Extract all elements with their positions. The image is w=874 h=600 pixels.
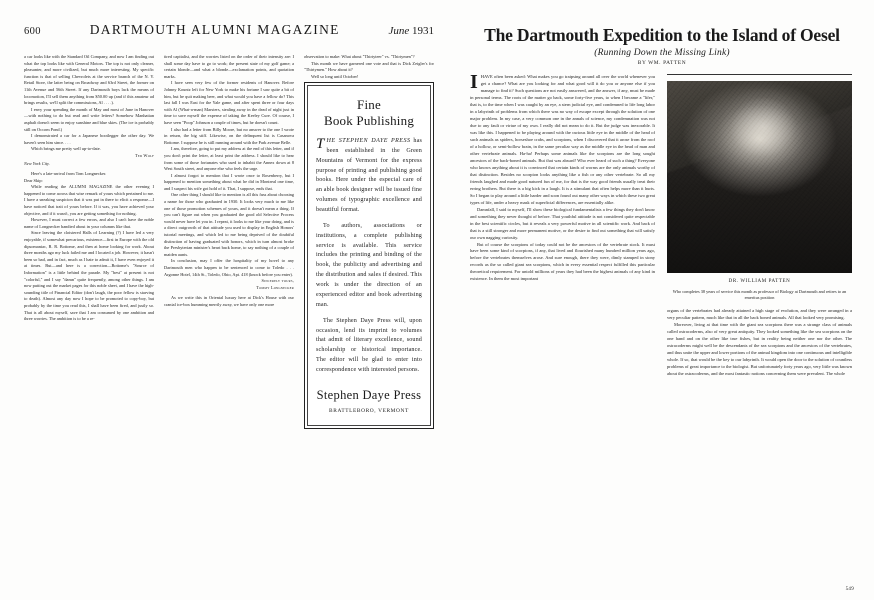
figure-caption-name: DR. WILLIAM PATTEN bbox=[728, 279, 791, 285]
magazine-title: DARTMOUTH ALUMNI MAGAZINE bbox=[89, 22, 340, 37]
right-page-columns bbox=[470, 74, 854, 579]
paragraph: observation to make: What about "Thirtyteer" vs. "Thirtymen"? bbox=[304, 54, 415, 59]
issue-date bbox=[388, 25, 434, 37]
paragraph: I am, therefore, going to put my address at the end of this letter, and if you don't print the letter, at least print the address. I should like to hear from some of those fortunates who used to inhabit the Annex down at 8 West South street, and anyone else who feels the urge. bbox=[164, 146, 294, 172]
advertisement-headline-line1: Fine bbox=[357, 97, 381, 113]
paragraph: Here's a late-arrival from Tom Longnecker. bbox=[31, 171, 107, 177]
advertisement-headline bbox=[316, 97, 422, 128]
article-subtitle: (Running Down the Missing Link) bbox=[594, 48, 730, 59]
portrait-photograph bbox=[667, 81, 852, 273]
paragraph: Since leaving the cloistered Halls of Learning (?) I have led a very enjoyable, if somewhat precarious, existence—first in Europe with the old dipsomaniac, R. R. Bottome, and then at home looking for work. About three months ago my luck failed me and I located a job. However, it hasn't been so bad, and in fact, much as I hate to admit it, I have even enjoyed it at times. But—and here is a correction—Bottome's "Source of Information" is a little behind the parade. My "best" at present is not "colorful," and I say "damn" quite frequently, among other things. I am now putting out the market pages for this noble sheet, and I have the high-sounding title of Financial Editor (don't laugh, the poor fellow is starving to death). Almost any day now I hope to be promoted to copy-boy, but probably by the time you read this, I shall have been fired, and justly so. That is all about myself, save that I am consumed by one ambition and three worries. The ambition is to be a re- bbox=[24, 230, 154, 322]
paragraph: In conclusion, may I offer the hospitality of my hovel to any Dartmouth men who happen to be sentenced to come to Toledo . . . Argonne Hotel, 14th St., Toledo, Ohio, Apt. 418 (knock before you enter). bbox=[164, 258, 294, 277]
paragraph: This month we have garnered one vote and that is Dick Zeigler's for "Thirtymen." How about it? bbox=[304, 60, 434, 73]
folio-number: 600 bbox=[24, 26, 41, 37]
figure-caption-text: Who completes 38 years of service this month as professor of Biology at Dartmouth and retires to an emeritus position bbox=[672, 289, 847, 301]
running-head bbox=[24, 22, 434, 40]
page-number: 549 bbox=[845, 587, 854, 592]
letter-signature: Tommy Longnecker bbox=[256, 284, 294, 290]
paragraph: Which brings me pretty well up-to-date. bbox=[31, 146, 101, 152]
advertisement-lead-caps: HE STEPHEN DAYE bbox=[326, 138, 388, 145]
article-title: The Dartmouth Expedition to the Island of Oesel bbox=[484, 25, 840, 45]
figure-top-rule bbox=[667, 74, 852, 75]
advertisement-paragraph-1 bbox=[316, 137, 422, 216]
article-paragraph: organs of the vertebrates had already attained a high stage of evolution, and they were arranged in a very peculiar pattern, much like that in all the back boned animals. All that looked very promising. bbox=[667, 307, 852, 320]
paragraph: One other thing I should like to mention is all this fuss about choosing a name for those who graduated in 1930. It looks very much to me like one of those promotion schemes of yours, and it doesn't mean a thing. If you can't figure out when you graduated the good old Selective Process would never have let you in. I repeat, it looks to me like your doing, and is a direct outgrowth of that attitude you used to display in English Honors' tutorial meetings, and which led to me being deprived of the doubtful distinction of having graduated with honors, which in turn almost broke the Presbyterian minister's heart back home, to say nothing of a couple of maiden aunts. bbox=[164, 192, 294, 257]
advertisement-company-location: BRATTLEBORO, VERMONT bbox=[329, 407, 409, 414]
paragraph: I almost forgot to mention that I wrote once to Rosenberry, but I happened to mention something about what he did in Montreal one time, and I suspect his wife got hold of it. That, I suppose, ends that. bbox=[164, 172, 294, 191]
paragraph: a car looks like with the Standard Oil Company, and now I am finding out what the top looks like with General Motors. The top is not only cleaner, pleasanter, and more civilized, but much more interesting. My specific function is that of selling Chevrolets at the service branch of the N. Y. Retail Store, the latter being on Broadway and 63rd Street, the former on 11th Avenue and 56th Street. If any Dartmouth boys lack the means of locomotion, I'll sell them anything from $50.00 up (and if this amateur ad brings results, we'll split the commissions, Al . . . .). bbox=[24, 54, 154, 106]
article-paragraph bbox=[470, 74, 655, 206]
issue-year: 1931 bbox=[412, 25, 434, 37]
advertisement-stephen-daye-press[interactable] bbox=[304, 82, 434, 429]
advertisement-paragraph-3: The Stephen Daye Press will, upon occasion, lend its imprint to volumes that admit of literary excellence, sound scholarship or historical importance. The editor will be glad to enter into correspondence with interested persons. bbox=[316, 317, 422, 373]
advertisement-dropcap: T bbox=[316, 136, 325, 153]
advertisement-lead-caps-2: PRESS bbox=[390, 138, 411, 145]
letter-closing: Sincerely yours, bbox=[261, 278, 294, 284]
paragraph: I have seen very few of the former residents of Hanover. Before Johnny Kountz left for New York to make his fortune I saw quite a bit of him, but he quit making beer, and what would you have a fellow do? This last fall I was East for the Yale game, and after spent three or four days with Al (What-a-man) Marsters, stealing away in the dead of night just in time to save myself the expense of taking the Keeley Cure. Of course, I have seen "Poop" Johnson a couple of times, but he doesn't count. bbox=[164, 80, 294, 125]
figure-portrait bbox=[667, 74, 852, 302]
issue-month: June bbox=[388, 25, 410, 37]
column-1 bbox=[24, 54, 154, 599]
article-paragraph: But of course the scorpions of today could not be the ancestors of the vertebrate stock. It must have been some kind of scorpions, if any, that lived and flourished many hundred million years ago, before the vertebrates themselves arose. And sure enough, there they were, dimly stamped in stony records as the so called giant sea scorpions, which in every essential respect fulfilled this particular theoretical requirement. For untold millions of years they had been the highest animals of any kind in existence. In them the most important bbox=[470, 241, 655, 282]
advertisement-inner-frame bbox=[307, 85, 431, 426]
article-column-1 bbox=[470, 74, 655, 579]
article-dropcap: I bbox=[470, 74, 478, 94]
paragraph: While reading the ALUMNI MAGAZINE the other evening I happened to come across that wise remark of yours which pertained to me. I have a sneaking suspicion that it was put in there to elicit a response—I have noticed that trait of yours before. If it was, you have achieved your objective, and if it wasn't, you are getting something for nothing. bbox=[24, 184, 154, 216]
letter-salutation: Dear Skip: bbox=[24, 177, 43, 183]
article-byline: BY WM. PATTEN bbox=[637, 60, 687, 67]
paragraph: I demonstrated a car for a Japanese bootlegger the other day. We haven't seen him since. . . . bbox=[24, 133, 154, 145]
advertisement-body bbox=[316, 137, 422, 376]
article-paragraph: Moreover, living at that time with the giant sea scorpions there was a strange class of animals called ostracoderms, also of very great antiquity. They looked something like the sea scorpions on the one hand and on the other like true fishes, but in reality being neither one nor the other. The ostracoderms might well be the descendants of the sea scorpions and the ancestors of the vertebrates, and thus unite the upper and lower portions of the animal kingdom into one continuous and intelligible whole. If so, that would be the key to our labyrinth. It would open the door to the solution of countless problems of great importance to the biologist. But unfortunately forty years ago, very little was known about the ostracoderms, and the most fantastic notions concerning them were prevalent. The whole bbox=[667, 321, 852, 376]
article-paragraph-1-text: HAVE often been asked: What makes you go traipsing around all over the world whenever you get a chance? What are you looking for and what good will it do you or anyone else if you manage to find it? Such questions are not easily answered, and the answer, if any, must be made in personal terms. The roots of the matter go back, some forty-five years, to when I became a "lifer," that is, to the time when I was caught by an eye, a stern judicial eye, and condemned to life long labor in a labyrinth of problems from which there was no way of escape except through the solution of one major problem. In my case, a very common one in the annals of science, my condemnation was not due to any fault or virtue of my own. I really did not mean to do it. But the judge was inexorable. It was like this. I happened to be playing around with the curious little eye in the middle of the head of such animals as spiders, horseshoe crabs, and scorpions, when I discovered that it arose from the roof of a hollow, or semi-hollow brain, in the same peculiar way as the middle eye in the head of man and other vertebrate animals. Ha-ha! Perhaps some animals like the scorpions are the long sought ancestors of the back-boned animals. But that was absurd! Who ever heard of such a thing? Everyone who knows anything about it is convinced that certain kinds of worms are the only animals worthy of that distinction. Besides no scorpion looks anything like a fish or any other vertebrate. So all my friends laughed and made good natured fun of me, for that is the way good friends usually treat their erring brothers. But there is a big kick in a laugh. It is a stimulant that often helps more than it hurts. So I began to play around a little harder and soon found out many other ways in which these two great types of life, under a heavy mask of superficial differences, are essentially alike. bbox=[470, 74, 655, 205]
advertisement-paragraph-2: To authors, associations or institutions, a complete publishing service is available. This service includes the printing and binding of the book, the publicity and advertising and the distribution and sales if desired. This work is under the direction of an experienced editor and book advertising man. bbox=[316, 222, 422, 308]
letter-signature: Ted Wolf bbox=[134, 152, 154, 158]
article-column-2 bbox=[667, 74, 852, 579]
left-page-columns bbox=[24, 54, 434, 599]
paragraph: However, I must correct a few errors, and also I can't have the noble name of Longnecker bandied about in your columns like that. bbox=[24, 217, 154, 229]
letter-place: New York City. bbox=[24, 160, 50, 166]
column-2 bbox=[164, 54, 294, 599]
column-3 bbox=[304, 54, 434, 599]
paragraph: I envy your spending the month of May and most of June in Hanover—with nothing to do but read and write letters? Somehow Manhattan asphalt doesn't seem to enjoy sunshine and blue skies. (The ice is probably still on Occom Pond.) bbox=[24, 106, 154, 132]
advertisement-company-name: Stephen Daye Press bbox=[316, 387, 422, 402]
paragraph: Well so long until October! bbox=[311, 73, 359, 79]
advertisement-paragraph-1-rest: has been established in the Green Mountains of Vermont for the express purpose of printing and publishing good books. Here under the especial care of an able book designer will be issued fine volumes of typographic excellence and beautiful format. bbox=[316, 138, 422, 214]
paragraph: As we write this in Oriental luxury here at Dick's House with our cranial ice-box humming merrily away, we have only one more bbox=[164, 295, 294, 307]
paragraph: tired capitalist, and the worries listed on the order of their intensity are: I shall some day have to go to work; the present state of my golf game; a certain blonde—and what a blonde—exclamation points, and quotation marks. bbox=[164, 54, 294, 79]
article-paragraph: Damnfall, I said to myself, I'll show these biological fundamentalists a few things they don't know and something they never thought of before. That youthful attitude is not considered quite respectable in the best scientific circles, but it reveals a very powerful motive in all scientific work. And back of that is a still stronger and more permanent motive, or the desire to find out something that will satisfy our own nagging curiosity. bbox=[470, 206, 655, 240]
right-page bbox=[452, 0, 874, 600]
paragraph: I also had a letter from Billy Moore, but no answer to the one I wrote in return, the big stiff. Likewise, on the delinquent list is Casanova Bottome. I suppose he is still running around with the Park avenue Belle. bbox=[164, 126, 294, 145]
advertisement-headline-line2: Book Publishing bbox=[323, 112, 415, 128]
